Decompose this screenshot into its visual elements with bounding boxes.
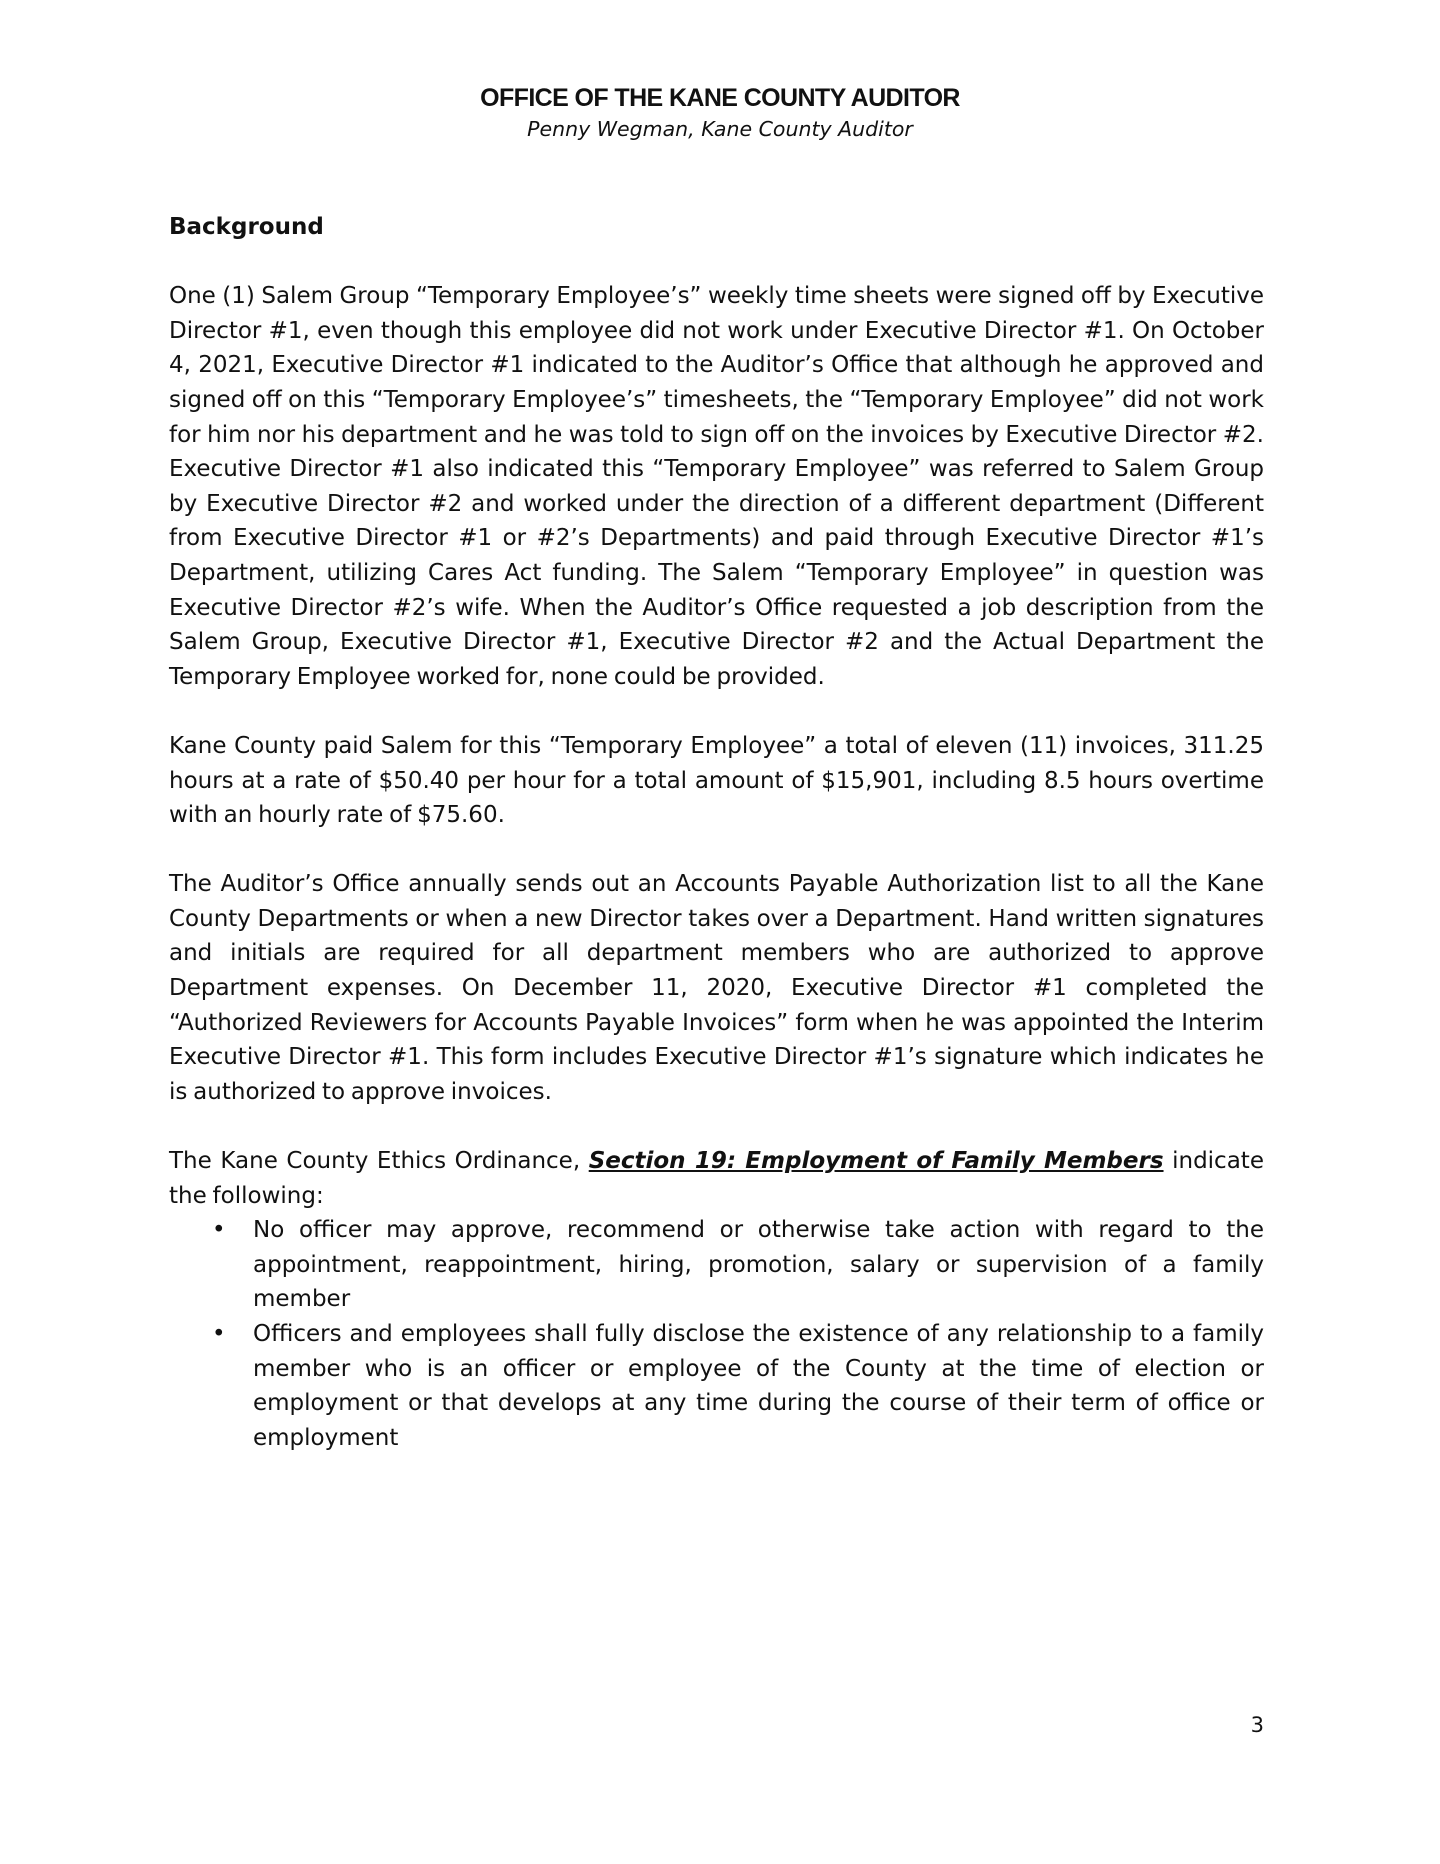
list-item xyxy=(212,1317,1264,1455)
bullet-text: No officer may approve, recommend or otherwise take action with regard to the appointment, reappointment, hiring, promotion, salary or supervision of a family member xyxy=(253,1217,1264,1313)
section-heading: Background xyxy=(169,214,324,240)
office-title: OFFICE OF THE KANE COUNTY AUDITOR xyxy=(480,84,960,112)
paragraph-ordinance xyxy=(169,1144,1264,1213)
bullet-icon: • xyxy=(212,1217,226,1244)
ordinance-bullet-list xyxy=(169,1213,1264,1455)
ordinance-outro: indicate the following: xyxy=(169,1148,1264,1209)
paragraph-invoices: Kane County paid Salem for this “Temporary Employee” a total of eleven (11) invoices, 311.25 hours at a rate of $50.40 per hour for a total amount of $15,901, including 8.5 hours overtime with an hourly rate of $75.60. xyxy=(169,732,1264,829)
document-body xyxy=(169,210,1264,1455)
page-number: 3 xyxy=(1250,1713,1264,1737)
ordinance-intro: The Kane County Ethics Ordinance, xyxy=(169,1148,589,1175)
bullet-text: Officers and employees shall fully disclose the existence of any relationship to a family member who is an officer or employee of the County at the time of election or employment or that develops at any time during the course of their term of office or employment xyxy=(253,1321,1264,1451)
list-item xyxy=(212,1213,1264,1317)
paragraph-authorization: The Auditor’s Office annually sends out an Accounts Payable Authorization list to all the Kane County Departments or when a new Director takes over a Department. Hand written signatures and initials are required for all department members who are authorized to approve Department expenses. On December 11, 2020, Executive Director #1 completed the “Authorized Reviewers for Accounts Payable Invoices” form when he was appointed the Interim Executive Director #1. This form includes Executive Director #1’s signature which indicates he is authorized to approve invoices. xyxy=(169,871,1264,1105)
ordinance-section-link[interactable]: Section 19: Employment of Family Members xyxy=(588,1148,1164,1175)
auditor-subtitle: Penny Wegman, Kane County Auditor xyxy=(527,117,913,141)
bullet-icon: • xyxy=(212,1321,226,1347)
paragraph-background: One (1) Salem Group “Temporary Employee’s” weekly time sheets were signed off by Executive Director #1, even though this employee did not work under Executive Director #1. On October 4, 2021, Executive Director #1 indicated to the Auditor’s Office that although he approved and signed off on this “Temporary Employee’s” timesheets, the “Temporary Employee” did not work for him nor his department and he was told to sign off on the invoices by Executive Director #2. Executive Director #1 also indicated this “Temporary Employee” was referred to Salem Group by Executive Director #2 and worked under the direction of a different department (Different from Executive Director #1 or #2’s Departments) and paid through Executive Director #1’s Department, utilizing Cares Act funding. The Salem “Temporary Employee” in question was Executive Director #2’s wife. When the Auditor’s Office requested a job description from the Salem Group, Executive Director #1, Executive Director #2 and the Actual Department the Temporary Employee worked for, none could be provided. xyxy=(169,283,1264,690)
